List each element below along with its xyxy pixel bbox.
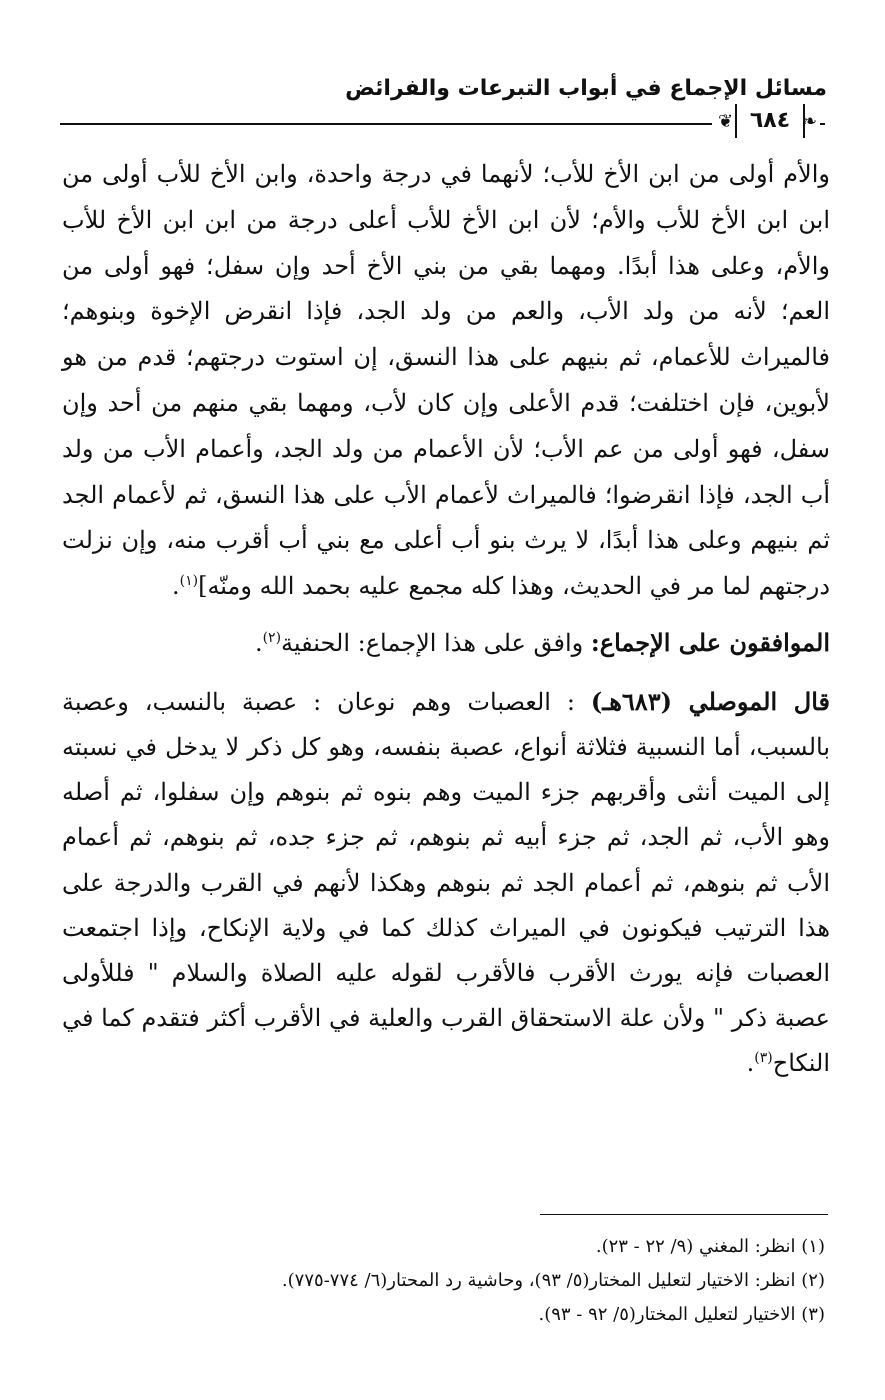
mosuli-end: . [746, 1049, 755, 1078]
footnote-ref-3: (٣) [754, 1050, 773, 1067]
paragraph-main-text: والأم أولى من ابن الأخ للأب؛ لأنهما في درجة واحدة، وابن الأخ للأب أولى من ابن ابن الأخ للأب والأم؛ لأن ابن الأخ للأب أعلى درجة من ابن ابن الأخ للأب والأم، وعلى هذا أبدًا. ومهما بقي من بني الأخ أحد وإن سفل؛ فهو أولى من العم؛ لأنه من ولد الأب، والعم من ولد الجد، فإذا انقرض الإخوة وبنوهم؛ فالميراث للأعمام، ثم بنيهم على هذا النسق، إن استوت درجتهم؛ قدم من هو لأبوين، فإن اختلفت؛ قدم الأعلى وإن كان لأب، ومهما بقي منهم من أحد وإن سفل، فهو أولى من عم الأب؛ لأن الأعمام من ولد الجد، وأعمام الأب من ولد أب الجد، فإذا انقرضوا؛ فالميراث لأعمام الأب على هذا النسق، ثم لأعمام الجد ثم بنيهم وعلى هذا أبدًا، لا يرث بنو أب أعلى مع بني أب أقرب منه، وإن نزلت درجتهم لما مر في الحديث، وهذا كله مجمع عليه بحمد الله ومنّه] [62, 160, 830, 601]
ornament-right-icon: ❧ [802, 111, 818, 132]
agreement-heading: الموافقون على الإجماع: [590, 627, 830, 657]
header-rule [60, 123, 825, 125]
footnote-ref-2: (٢) [262, 629, 282, 646]
mosuli-heading: قال الموصلي (٦٨٣هـ) [590, 686, 831, 716]
footnote-1: (١) انظر: المغني (٩/ ٢٢ - ٢٣). [595, 1236, 825, 1257]
body-text [62, 152, 830, 1087]
footnote-separator [540, 1214, 828, 1215]
agreement-text: وافق على هذا الإجماع: الحنفية [281, 628, 591, 657]
footnote-2: (٢) انظر: الاختيار لتعليل المختار(٥/ ٩٣)، وحاشية رد المحتار(٦/ ٧٧٤-٧٧٥). [281, 1270, 825, 1291]
footnote-3: (٣) الاختيار لتعليل المختار(٥/ ٩٢ - ٩٣). [538, 1304, 825, 1325]
mosuli-text: : العصبات وهم نوعان : عصبة بالنسب، وعصبة بالسبب، أما النسبية فثلاثة أنواع، عصبة بنفسه، وهو كل ذكر لا يدخل في نسبته إلى الميت أنثى وأقربهم جزء الميت وهم بنوه ثم بنوهم وإن سفلوا، ثم أصله وهو الأب، ثم الجد، ثم جزء أبيه ثم بنوهم، ثم جزء جده، ثم بنوهم، ثم أعمام الأب ثم بنوهم، ثم أعمام الجد ثم بنوهم وهكذا لأنهم في القرب والدرجة على هذا الترتيب فيكونون في الميراث كذلك كما في ولاية الإنكاح، وإذا اجتمعت العصبات فإنه يورث الأقرب فالأقرب لقوله عليه الصلاة والسلام " فللأولى عصبة ذكر " ولأن علة الاستحقاق القرب والعلية في الأقرب أكثر فتقدم كما في النكاح [62, 687, 830, 1078]
paragraph-main [62, 152, 830, 610]
running-header-title: مسائل الإجماع في أبواب التبرعات والفرائض [345, 76, 827, 101]
paragraph-main-end: . [171, 572, 180, 601]
paragraph-mosuli [62, 679, 830, 1087]
agreement-end: . [254, 628, 263, 657]
footnote-ref-1: (١) [179, 573, 199, 590]
footnotes [55, 1230, 825, 1332]
page-number: ٦٨٤ [735, 104, 805, 138]
ornament-left-icon: ❦ [718, 111, 734, 132]
paragraph-agreement [62, 620, 830, 667]
